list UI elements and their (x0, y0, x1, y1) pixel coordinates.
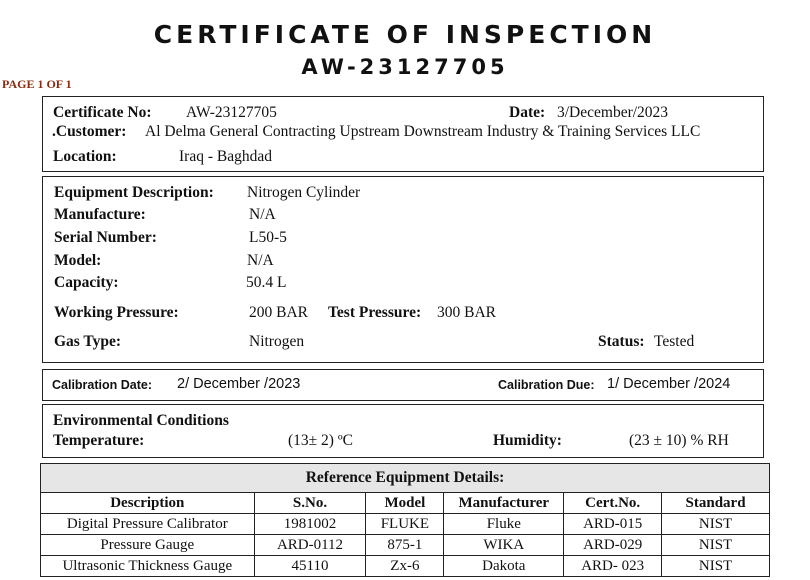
table-cell: Fluke (444, 514, 564, 535)
table-cell: Pressure Gauge (41, 535, 255, 556)
column-header: Cert.No. (564, 493, 662, 514)
temperature-label: Temperature: (53, 432, 145, 449)
column-header: Manufacturer (444, 493, 564, 514)
test-pressure-value: 300 BAR (437, 304, 496, 321)
table-cell: ARD- 023 (564, 556, 662, 577)
column-header: S.No. (254, 493, 366, 514)
table-header-row (41, 493, 770, 514)
location-value: Iraq - Baghdad (179, 148, 272, 165)
table-cell: WIKA (444, 535, 564, 556)
humidity-label: Humidity: (493, 432, 562, 449)
page-title: CERTIFICATE OF INSPECTION (153, 20, 657, 49)
reference-equipment-table (40, 463, 770, 577)
working-pressure-value: 200 BAR (249, 304, 308, 321)
table-cell: Digital Pressure Calibrator (41, 514, 255, 535)
equipment-description-value: Nitrogen Cylinder (247, 184, 361, 201)
table-row (41, 556, 770, 577)
gas-type-label: Gas Type: (54, 333, 122, 350)
certificate-no-label: Certificate No: (53, 104, 152, 121)
table-cell: FLUKE (366, 514, 444, 535)
table-cell: 1981002 (254, 514, 366, 535)
model-label: Model: (54, 252, 102, 269)
page-number-label: PAGE 1 OF 1 (2, 77, 72, 91)
serial-number-value: L50-5 (249, 229, 287, 246)
column-header: Standard (662, 493, 770, 514)
humidity-value: (23 ± 10) % RH (629, 432, 729, 449)
capacity-value: 50.4 L (246, 274, 287, 291)
table-cell: NIST (662, 535, 770, 556)
calibration-box (42, 369, 764, 401)
table-cell: NIST (662, 514, 770, 535)
model-value: N/A (247, 252, 274, 269)
calibration-due-value: 1/ December /2024 (607, 376, 731, 392)
table-cell: Ultrasonic Thickness Gauge (41, 556, 255, 577)
table-cell: Zx-6 (366, 556, 444, 577)
table-row (41, 514, 770, 535)
customer-value: Al Delma General Contracting Upstream Downstream Industry & Training Services LLC (145, 123, 701, 140)
environmental-heading: Environmental Conditions (53, 412, 229, 429)
equipment-details-box (42, 176, 764, 363)
column-header: Model (366, 493, 444, 514)
date-value: 3/December/2023 (557, 104, 669, 121)
table-row (41, 535, 770, 556)
calibration-date-label: Calibration Date: (52, 378, 153, 392)
table-cell: ARD-0112 (254, 535, 366, 556)
column-header: Description (41, 493, 255, 514)
manufacture-label: Manufacture: (54, 206, 146, 223)
status-label: Status: (598, 333, 645, 350)
table-cell: ARD-029 (564, 535, 662, 556)
customer-label: .Customer: (52, 123, 127, 140)
table-cell: 875-1 (366, 535, 444, 556)
table-cell: ARD-015 (564, 514, 662, 535)
manufacture-value: N/A (249, 206, 276, 223)
calibration-date-value: 2/ December /2023 (177, 376, 301, 392)
location-label: Location: (53, 148, 117, 165)
working-pressure-label: Working Pressure: (54, 304, 179, 321)
reference-heading: Reference Equipment Details: (41, 464, 770, 493)
equipment-description-label: Equipment Description: (54, 184, 214, 201)
certificate-info-box (42, 96, 764, 172)
calibration-due-label: Calibration Due: (498, 378, 595, 392)
certificate-no-value: AW-23127705 (186, 104, 277, 121)
table-cell: Dakota (444, 556, 564, 577)
temperature-value: (13± 2) ºC (288, 432, 353, 449)
status-value: Tested (654, 333, 695, 350)
gas-type-value: Nitrogen (249, 333, 305, 350)
environmental-conditions-box (42, 404, 764, 458)
serial-number-label: Serial Number: (54, 229, 157, 246)
table-cell: 45110 (254, 556, 366, 577)
certificate-subtitle: AW-23127705 (301, 55, 509, 79)
date-label: Date: (509, 104, 546, 121)
capacity-label: Capacity: (54, 274, 119, 291)
table-cell: NIST (662, 556, 770, 577)
test-pressure-label: Test Pressure: (328, 304, 422, 321)
